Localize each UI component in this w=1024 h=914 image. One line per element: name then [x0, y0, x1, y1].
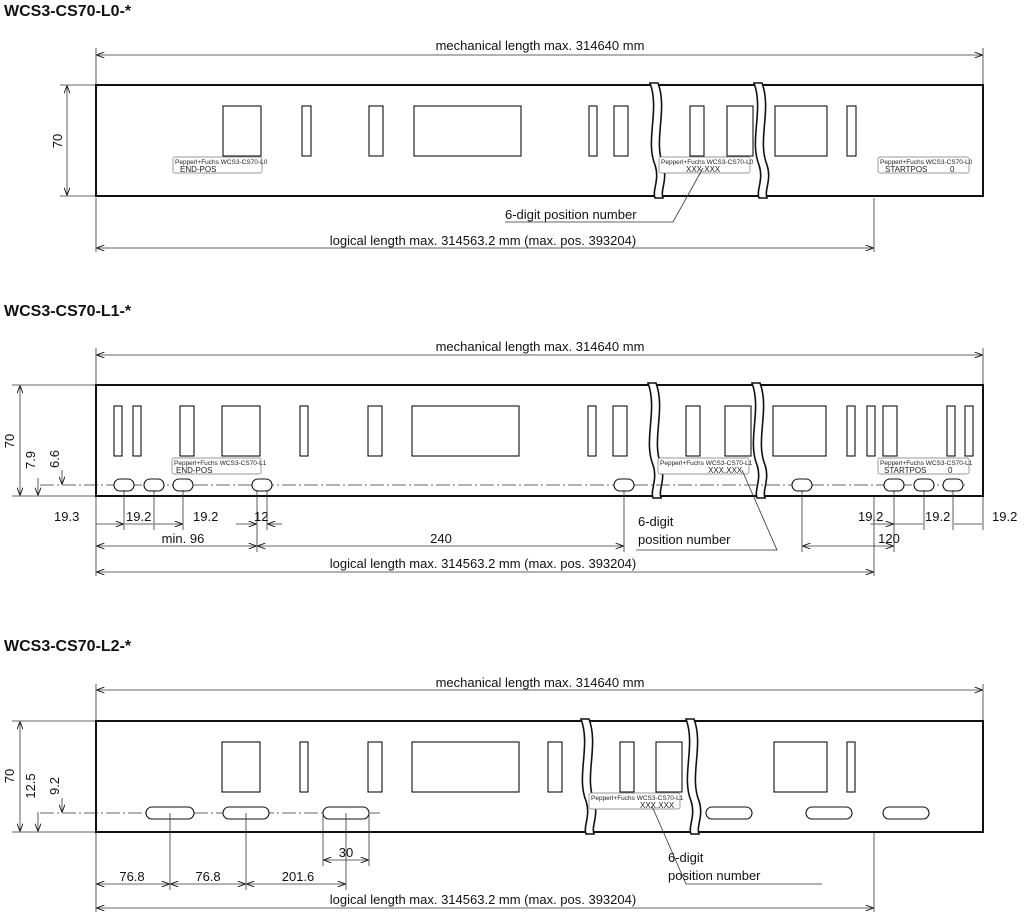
callout-text: 6-digit: [638, 514, 674, 529]
svg-text:END-POS: END-POS: [180, 165, 217, 174]
height-label: 70: [2, 433, 17, 449]
label-position: [659, 157, 754, 174]
label-position: [589, 793, 684, 810]
svg-text:0: 0: [950, 165, 955, 174]
svg-text:STARTPOS: STARTPOS: [884, 466, 927, 475]
mechanical-length-label: mechanical length max. 314640 mm: [435, 675, 645, 690]
label-end-pos: [173, 157, 268, 174]
slot-width-label: 12: [254, 509, 269, 524]
section-l0: [4, 3, 983, 252]
distance-label: 240: [430, 531, 452, 546]
callout-text: 6-digit position number: [505, 207, 637, 222]
height-label: 70: [50, 133, 65, 149]
label-position: [658, 458, 753, 475]
distance-label: 201.6: [281, 869, 315, 884]
height-label: 70: [2, 768, 17, 784]
mechanical-length-label: mechanical length max. 314640 mm: [435, 38, 645, 53]
section-title: WCS3-CS70-L1-*: [4, 303, 132, 320]
section-title: WCS3-CS70-L0-*: [4, 3, 132, 20]
section-title: WCS3-CS70-L2-*: [4, 638, 132, 655]
slot-length-label: 30: [338, 845, 354, 860]
svg-text:XXX.XXX: XXX.XXX: [708, 466, 743, 475]
svg-text:0: 0: [948, 466, 953, 475]
svg-text:XXX.XXX: XXX.XXX: [640, 801, 675, 810]
svg-text:Pepperl+Fuchs WCS3-CS70-L1: Pepperl+Fuchs WCS3-CS70-L1: [591, 795, 684, 802]
svg-text:Pepperl+Fuchs WCS3-CS70-L1: Pepperl+Fuchs WCS3-CS70-L1: [660, 460, 753, 467]
section-l2: [2, 638, 983, 912]
distance-label: 76.8: [195, 869, 221, 884]
callout-text: 6-digit: [668, 850, 704, 865]
label-start-pos: [878, 458, 973, 475]
spacing-label: 19.2: [925, 509, 951, 524]
spacing-label: 19.2: [992, 509, 1018, 524]
mechanical-length-label: mechanical length max. 314640 mm: [435, 339, 645, 354]
offset-label: 9.2: [47, 776, 62, 796]
svg-text:Pepperl+Fuchs WCS3-CS70-L1: Pepperl+Fuchs WCS3-CS70-L1: [880, 460, 973, 467]
svg-text:END-POS: END-POS: [176, 466, 213, 475]
spacing-label: 19.2: [126, 509, 152, 524]
svg-text:XXX.XXX: XXX.XXX: [686, 165, 721, 174]
offset-label: 19.3: [54, 509, 80, 524]
svg-text:Pepperl+Fuchs WCS3-CS70-L0: Pepperl+Fuchs WCS3-CS70-L0: [661, 159, 754, 166]
svg-text:Pepperl+Fuchs WCS3-CS70-L1: Pepperl+Fuchs WCS3-CS70-L1: [174, 460, 267, 467]
spacing-label: 19.2: [193, 509, 219, 524]
logical-length-label: logical length max. 314563.2 mm (max. pos. 393204): [329, 892, 637, 907]
callout-text: position number: [668, 868, 761, 883]
callout-text: position number: [638, 532, 731, 547]
label-end-pos: [172, 458, 267, 475]
spacing-label: 19.2: [858, 509, 884, 524]
label-start-pos: [878, 157, 973, 174]
svg-text:Pepperl+Fuchs WCS3-CS70-L0: Pepperl+Fuchs WCS3-CS70-L0: [880, 159, 973, 166]
offset-label: 12.5: [23, 773, 38, 799]
svg-text:STARTPOS: STARTPOS: [885, 165, 928, 174]
logical-length-label: logical length max. 314563.2 mm (max. pos. 393204): [329, 556, 637, 571]
logical-length-label: logical length max. 314563.2 mm (max. pos. 393204): [329, 233, 637, 248]
section-l1: [2, 303, 1017, 576]
min-distance-label: min. 96: [161, 531, 205, 546]
distance-label: 120: [878, 531, 900, 546]
distance-label: 76.8: [119, 869, 145, 884]
svg-text:Pepperl+Fuchs WCS3-CS70-L0: Pepperl+Fuchs WCS3-CS70-L0: [175, 159, 268, 166]
offset-label: 7.9: [23, 450, 38, 470]
offset-label: 6.6: [47, 449, 62, 469]
